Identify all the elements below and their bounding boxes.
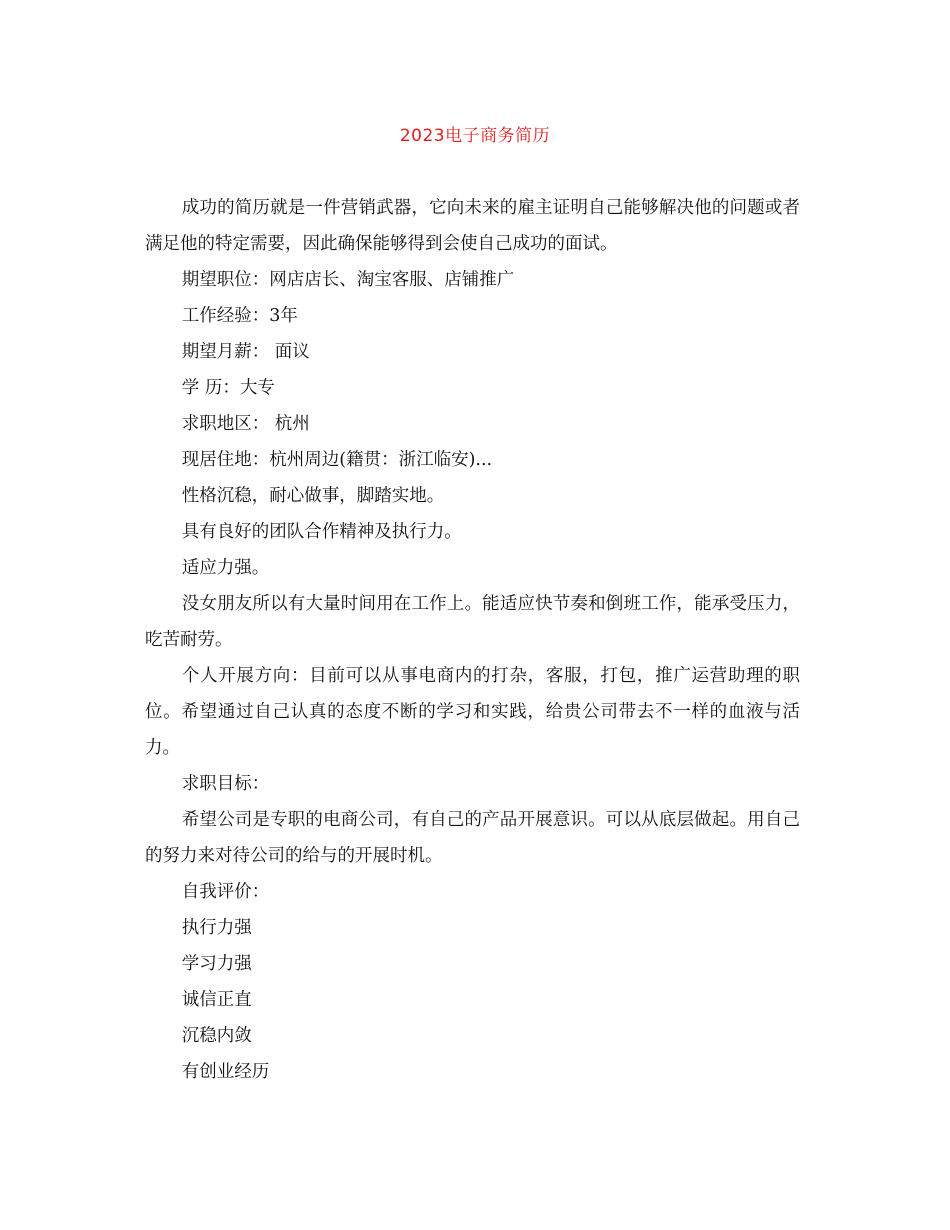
work-experience: 工作经验：3年 bbox=[181, 306, 298, 326]
current-residence: 现居住地：杭州周边(籍贯：浙江临安)... bbox=[181, 450, 493, 470]
availability-paragraph: 没女朋友所以有大量时间用在工作上。能适应快节奏和倒班工作，能承受压力，吃苦耐劳。 bbox=[145, 594, 800, 650]
adaptability-line: 适应力强。 bbox=[181, 558, 270, 578]
self-evaluation-item: 学习力强 bbox=[181, 954, 252, 974]
education: 学 历：大专 bbox=[181, 378, 275, 398]
document-title: 2023电子商务简历 bbox=[399, 126, 551, 146]
personality-line: 性格沉稳，耐心做事，脚踏实地。 bbox=[181, 486, 445, 506]
job-objective-paragraph: 希望公司是专职的电商公司，有自己的产品开展意识。可以从底层做起。用自己的努力来对待公司的给与的开展时机。 bbox=[145, 810, 800, 866]
self-evaluation-heading: 自我评价： bbox=[181, 882, 270, 902]
expected-salary: 期望月薪： 面议 bbox=[181, 342, 310, 362]
teamwork-line: 具有良好的团队合作精神及执行力。 bbox=[181, 522, 462, 542]
self-evaluation-item: 有创业经历 bbox=[181, 1062, 270, 1082]
self-evaluation-item: 执行力强 bbox=[181, 918, 252, 938]
self-evaluation-item: 沉稳内敛 bbox=[181, 1026, 252, 1046]
job-objective-heading: 求职目标： bbox=[181, 774, 270, 794]
job-location: 求职地区： 杭州 bbox=[181, 414, 310, 434]
document-body bbox=[145, 190, 800, 1090]
desired-position: 期望职位：网店店长、淘宝客服、店铺推广 bbox=[181, 270, 515, 290]
intro-paragraph: 成功的简历就是一件营销武器，它向未来的雇主证明自己能够解决他的问题或者满足他的特定需要，因此确保能够得到会使自己成功的面试。 bbox=[145, 198, 800, 254]
self-evaluation-item: 诚信正直 bbox=[181, 990, 252, 1010]
development-direction-paragraph: 个人开展方向：目前可以从事电商内的打杂，客服，打包，推广运营助理的职位。希望通过自己认真的态度不断的学习和实践，给贵公司带去不一样的血液与活力。 bbox=[145, 666, 800, 758]
